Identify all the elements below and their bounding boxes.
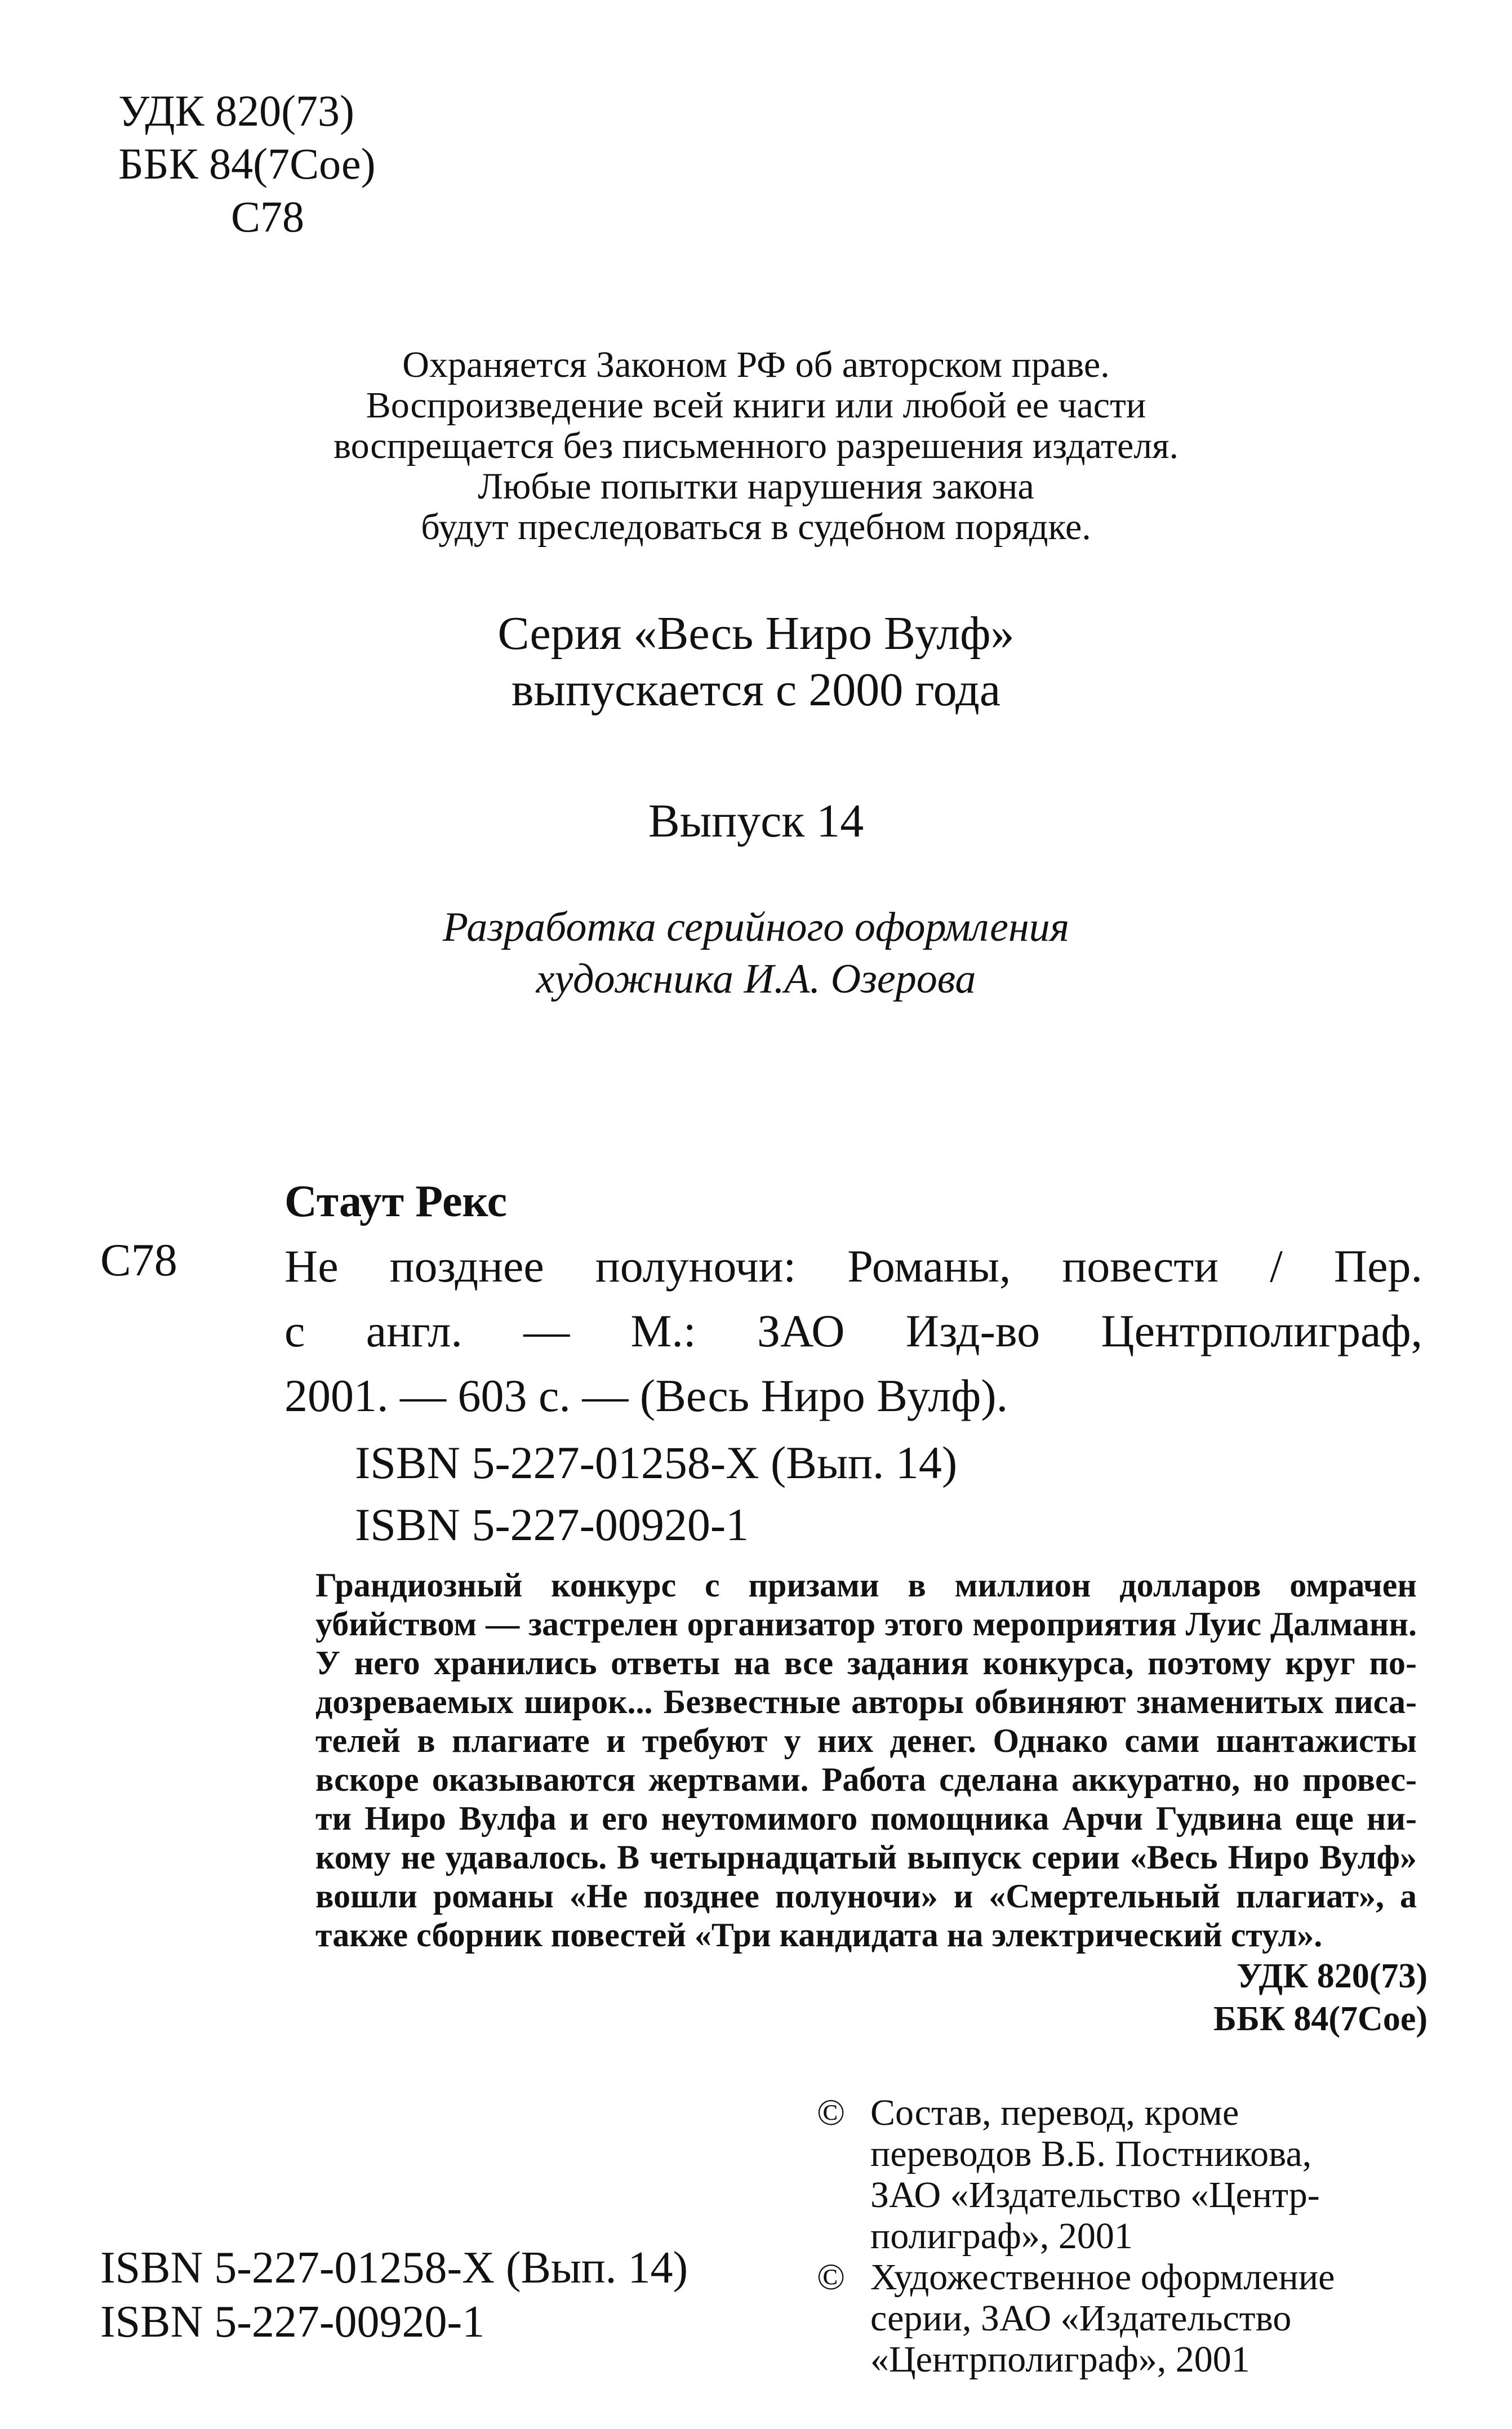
- isbn-bottom: [100, 2241, 688, 2349]
- annotation-line: вошли романы «Не позднее полуночи» и «Смертельный плагиат», а: [315, 1878, 1417, 1915]
- rights-line: Состав, перевод, кроме: [870, 2092, 1239, 2133]
- description-line: Не позднее полуночи: Романы, повести / Пер.: [284, 1240, 1422, 1292]
- rights-line: полиграф», 2001: [870, 2216, 1133, 2257]
- catalog-author: Стаут Рекс: [284, 1177, 508, 1226]
- issue-number: Выпуск 14: [648, 795, 864, 847]
- copyright-notice: [0, 345, 1512, 548]
- description-line: с англ. — М.: ЗАО Изд-во Центрполиграф,: [284, 1305, 1422, 1356]
- rights-line: ЗАО «Издательство «Центр-: [870, 2174, 1320, 2216]
- annotation-line: также сборник повестей «Три кандидата на электрический стул».: [315, 1916, 1323, 1954]
- rights-line: переводов В.Б. Постникова,: [870, 2133, 1312, 2174]
- annotation-line: кому не удавалось. В четырнадцатый выпуск серии «Весь Ниро Вулф»: [315, 1839, 1417, 1876]
- annotation-line: дозреваемых широк... Безвестные авторы обвиняют знаменитых писа-: [315, 1683, 1417, 1720]
- design-line: художника И.А. Озерова: [536, 956, 976, 1002]
- copyright-line: будут преследоваться в судебном порядке.: [421, 506, 1091, 548]
- rights-line: серии, ЗАО «Издательство: [870, 2298, 1292, 2339]
- udk-code: УДК 820(73): [1237, 1957, 1427, 1995]
- annotation-line: вскоре оказываются жертвами. Работа сделана аккуратно, но провес-: [315, 1761, 1417, 1798]
- copyright-line: Охраняется Законом РФ об авторском праве.: [402, 344, 1110, 385]
- bbk-code: ББК 84(7Сое): [1213, 2000, 1427, 2038]
- series-line: Серия «Весь Ниро Вулф»: [497, 607, 1015, 660]
- copyright-line: Воспроизведение всей книги или любой ее части: [366, 385, 1146, 426]
- isbn-line: ISBN 5-227-00920-1: [355, 1499, 749, 1550]
- catalog-isbn: [355, 1432, 957, 1556]
- catalog-code: С78: [100, 1234, 177, 1285]
- design-line: Разработка серийного оформления: [442, 904, 1070, 950]
- isbn-line: ISBN 5-227-01258-X (Вып. 14): [355, 1437, 958, 1488]
- annotation: [315, 1566, 1417, 1955]
- copyright-symbol: ©: [817, 2257, 846, 2298]
- annotation-line: Грандиозный конкурс с призами в миллион долларов омрачен: [315, 1567, 1417, 1604]
- rights-line: Художественное оформление: [870, 2257, 1335, 2298]
- series-info: [0, 606, 1512, 718]
- rights-item: [817, 2092, 1335, 2257]
- copyright-line: воспрещается без письменного разрешения издателя.: [333, 425, 1179, 466]
- annotation-line: ти Ниро Вулфа и его неутомимого помощника Арчи Гудвина еще ни-: [315, 1800, 1417, 1837]
- catalog-description: [284, 1234, 1422, 1428]
- rights-item: [817, 2257, 1335, 2380]
- copyright-line: Любые попытки нарушения закона: [478, 466, 1034, 507]
- rights-block: [817, 2092, 1335, 2380]
- description-line: 2001. — 603 с. — (Весь Ниро Вулф).: [284, 1370, 1008, 1421]
- isbn-line: ISBN 5-227-00920-1: [100, 2297, 485, 2347]
- copyright-symbol: ©: [817, 2092, 846, 2133]
- classification-bottom: [1213, 1955, 1427, 2040]
- bbk-code: ББК 84(7Сое): [118, 139, 376, 188]
- author-mark: С78: [231, 192, 305, 241]
- design-credit: [0, 901, 1512, 1005]
- annotation-line: У него хранились ответы на все задания конкурса, поэтому круг по-: [315, 1644, 1417, 1681]
- annotation-line: телей в плагиате и требуют у них денег. Однако сами шантажисты: [315, 1722, 1417, 1759]
- annotation-line: убийством — застрелен организатор этого мероприятия Луис Далманн.: [315, 1605, 1417, 1643]
- series-line: выпускается с 2000 года: [511, 664, 1001, 716]
- udk-code: УДК 820(73): [118, 86, 355, 135]
- isbn-line: ISBN 5-227-01258-X (Вып. 14): [100, 2243, 688, 2293]
- rights-line: «Центрполиграф», 2001: [870, 2339, 1250, 2380]
- classification-top: [118, 84, 376, 243]
